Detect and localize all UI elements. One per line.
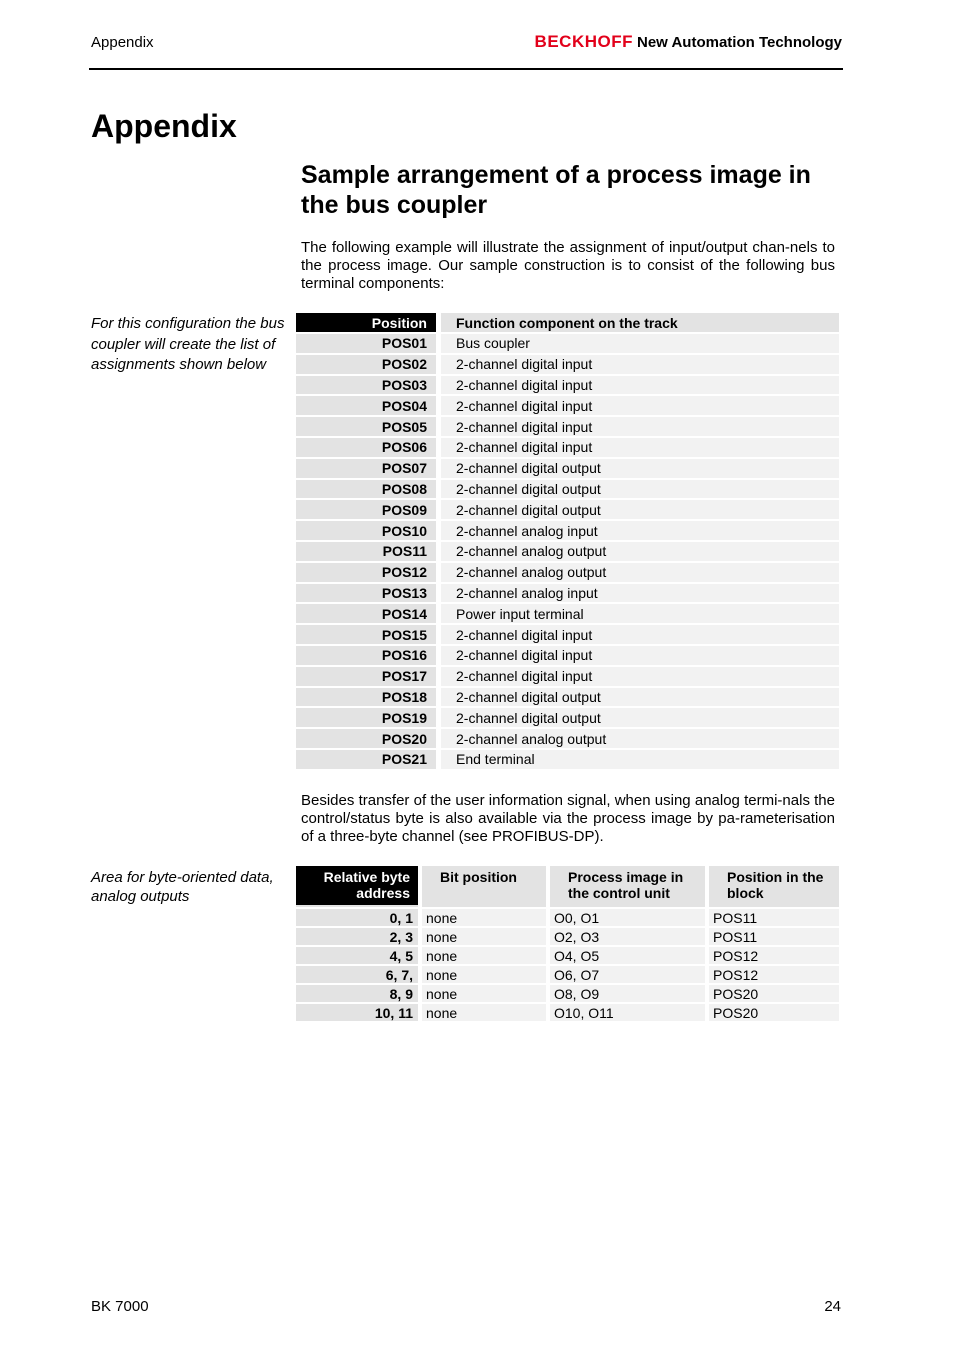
position-cell: POS12 [296,563,436,582]
footer-page-number: 24 [824,1298,841,1315]
function-cell: Bus coupler [436,334,839,353]
bit-position-cell: none [418,985,546,1002]
function-cell: 2-channel digital output [436,708,839,727]
function-cell: 2-channel digital output [436,459,839,478]
header-section-label: Appendix [91,34,154,51]
byte-address-cell: 0, 1 [296,909,418,926]
table-row [296,604,839,623]
position-cell: POS08 [296,480,436,499]
block-position-cell: POS11 [705,928,839,945]
table-row [296,500,839,519]
table-row [296,355,839,374]
position-cell: POS07 [296,459,436,478]
column-header-byte-address: Relative byte address [296,866,418,907]
function-cell: 2-channel digital output [436,480,839,499]
side-note-configuration: For this configuration the bus coupler will create the list of assignments shown below [91,315,285,373]
table-row [296,750,839,769]
process-image-cell: O6, O7 [546,966,705,983]
function-cell: 2-channel digital input [436,417,839,436]
position-cell: POS20 [296,729,436,748]
column-header-block-position: Position in the block [705,866,839,907]
byte-address-cell: 4, 5 [296,947,418,964]
column-header-bit-position: Bit position [418,866,546,907]
position-cell: POS17 [296,667,436,686]
function-cell: 2-channel digital input [436,376,839,395]
column-header-process-image: Process image in the control unit [546,866,705,907]
byte-address-cell: 10, 11 [296,1004,418,1021]
position-cell: POS03 [296,376,436,395]
process-image-cell: O4, O5 [546,947,705,964]
byte-address-table [296,864,839,1023]
function-cell: 2-channel analog output [436,729,839,748]
process-image-cell: O10, O11 [546,1004,705,1021]
bit-position-cell: none [418,966,546,983]
intro-paragraph: The following example will illustrate the assignment of input/output chan-nels to the process image. Our sample construction is to consist of the following bus terminal components: [301,239,835,292]
brand-logo [535,32,842,52]
function-cell: 2-channel digital input [436,396,839,415]
table-row [296,480,839,499]
byte-address-cell: 2, 3 [296,928,418,945]
block-position-cell: POS20 [705,985,839,1002]
position-cell: POS16 [296,646,436,665]
process-image-cell: O8, O9 [546,985,705,1002]
table-row [296,729,839,748]
position-cell: POS09 [296,500,436,519]
table-row [296,376,839,395]
byte-address-cell: 6, 7, [296,966,418,983]
table-row [296,584,839,603]
function-cell: 2-channel analog output [436,542,839,561]
process-image-cell: O2, O3 [546,928,705,945]
column-header-position: Position [296,313,436,332]
header-divider [89,68,843,70]
position-cell: POS10 [296,521,436,540]
position-cell: POS01 [296,334,436,353]
position-cell: POS18 [296,688,436,707]
table-row [296,625,839,644]
table-row [296,966,839,983]
table-row [296,542,839,561]
brand-tagline: New Automation Technology [637,34,842,51]
table-row [296,1004,839,1021]
table-row [296,947,839,964]
position-table [296,311,839,771]
brand-name: BECKHOFF [534,32,633,51]
table-header-row [296,866,839,907]
table-row [296,688,839,707]
column-header-function: Function component on the track [436,313,839,332]
position-cell: POS11 [296,542,436,561]
bit-position-cell: none [418,928,546,945]
table-row [296,521,839,540]
block-position-cell: POS20 [705,1004,839,1021]
function-cell: 2-channel digital input [436,355,839,374]
byte-address-cell: 8, 9 [296,985,418,1002]
bit-position-cell: none [418,1004,546,1021]
position-cell: POS02 [296,355,436,374]
function-cell: Power input terminal [436,604,839,623]
table-row [296,667,839,686]
function-cell: 2-channel digital input [436,438,839,457]
block-position-cell: POS12 [705,947,839,964]
position-cell: POS21 [296,750,436,769]
position-cell: POS13 [296,584,436,603]
block-position-cell: POS12 [705,966,839,983]
table-row [296,334,839,353]
table-row [296,459,839,478]
bit-position-cell: none [418,909,546,926]
position-cell: POS04 [296,396,436,415]
position-cell: POS05 [296,417,436,436]
page-title: Appendix [91,108,237,144]
function-cell: 2-channel digital output [436,500,839,519]
table-row [296,396,839,415]
table-row [296,646,839,665]
side-note-byte-area: Area for byte-oriented data, analog outputs [91,869,274,905]
block-position-cell: POS11 [705,909,839,926]
section-title: Sample arrangement of a process image in the bus coupler [301,161,811,219]
analog-paragraph: Besides transfer of the user information signal, when using analog termi-nals the control/status byte is also available via the process image by pa-rameterisation of a three-byte channel (see PROFIBUS-DP). [301,792,835,845]
function-cell: 2-channel analog output [436,563,839,582]
table-row [296,708,839,727]
position-cell: POS19 [296,708,436,727]
position-cell: POS15 [296,625,436,644]
function-cell: 2-channel digital input [436,667,839,686]
table-row [296,563,839,582]
table-row [296,438,839,457]
footer-document-name: BK 7000 [91,1298,149,1315]
function-cell: 2-channel analog input [436,584,839,603]
function-cell: 2-channel analog input [436,521,839,540]
function-cell: 2-channel digital output [436,688,839,707]
table-row [296,985,839,1002]
table-row [296,417,839,436]
function-cell: 2-channel digital input [436,646,839,665]
position-cell: POS14 [296,604,436,623]
table-row [296,928,839,945]
bit-position-cell: none [418,947,546,964]
position-cell: POS06 [296,438,436,457]
table-header-row [296,313,839,332]
table-row [296,909,839,926]
process-image-cell: O0, O1 [546,909,705,926]
function-cell: End terminal [436,750,839,769]
function-cell: 2-channel digital input [436,625,839,644]
